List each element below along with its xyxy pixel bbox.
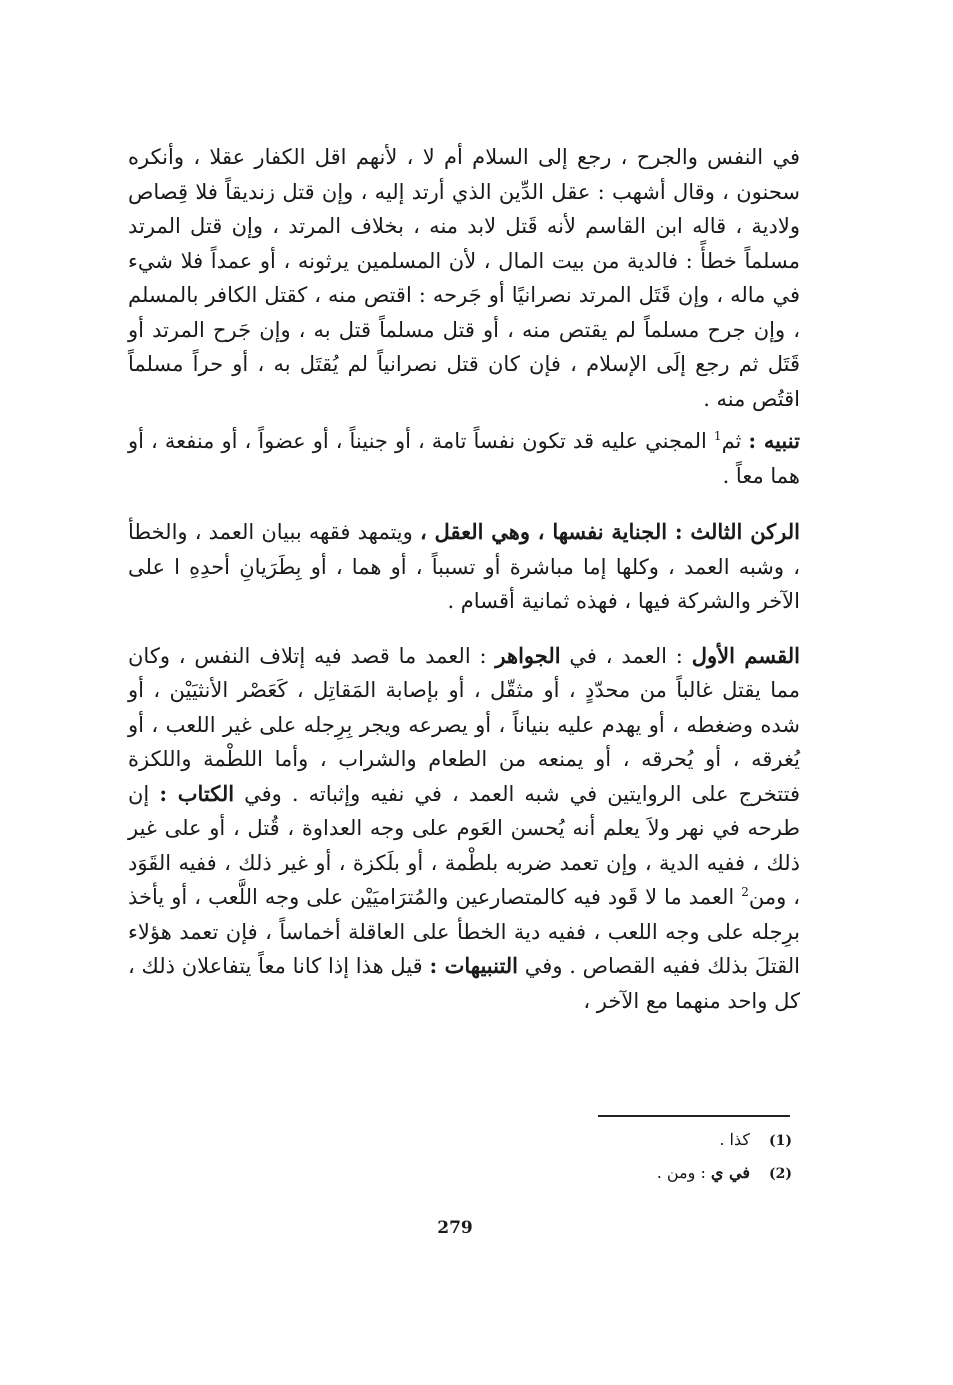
paragraph-text: في النفس والجرح ، رجع إلى السلام أم لا ، لأنهم اقل الكفار عقلا ، وأنكره سحنون ، وقال أشهب : عقل الدِّين الذي أرتد إليه ، وإن قتل زنديقاً فلا قِصاص ولادية ، قاله ابن القاسم لأنه قَتل لابد منه ، بخلاف المرتد ، وإن قتل المرتد مسلماً خطأً : فالدية من بيت المال ، لأن المسلمين يرثونه ، أو عمداً فلا شيء في ماله ، وإن قَتَل المرتد نصرانيًا أو جَرحه : اقتص منه ، كقتل الكافر بالمسلم ، وإن جرح مسلماً لم يقتص منه ، أو قتل مسلماً قتل به ، وإن جَرح المرتد أو قَتَل ثم رجع إلَى الإسلام ، فإن كان قتل نصرانياً لم يُقتَل به ، أو حراً مسلماً اقتُص منه . — [128, 145, 800, 411]
paragraph-label: تنبيه : — [748, 428, 800, 453]
section-heading: الركن الثالث : الجناية نفسها ، وهي العقل ، — [419, 519, 800, 544]
paragraph-text: : العمد ما قصد فيه إتلاف النفس ، وكان مما يقتل غالباً من محدّدٍ ، أو مثقّل ، أو بإصابة المَقاتِل ، كَعَصْر الأنثيَيْن ، أو شده وضغطه ، أو يهدم عليه بنياناً ، أو يصرعه ويجر بِرِجله على غير اللعب ، أو يُغرقه ، أو يُحرقه ، أو يمنعه من الطعام والشراب ، وأما اللطْمة واللكزة فتتخرج على الروايتين في شبه العمد ، في نفيه وإثباته . وفي — [128, 643, 800, 806]
footnote — [560, 1157, 792, 1190]
paragraph-text: ويتمهد فقهه ببيان العمد ، والخطأ ، وشبه العمد ، وكلها إما مباشرة أو تسبباً ، أو هما ، أو بِطَرَيانِ أحدِهِ ا على الآخر والشركة فيها ، فهذه ثمانية أقسام . — [128, 520, 800, 613]
footnote-number: (1) — [769, 1133, 792, 1149]
footnote-ref: 2 — [741, 885, 749, 899]
paragraph-text: قيل هذا إذا كانا معاً يتفاعلان ذلك ، كل واحد منهما مع الآخر ، — [128, 954, 800, 1013]
footnote — [560, 1124, 792, 1157]
footnote-text: كذا . — [719, 1130, 750, 1149]
footnote-number: (2) — [769, 1166, 792, 1182]
footnotes — [560, 1124, 792, 1190]
footnote-divider — [598, 1115, 790, 1117]
paragraph-text: العمد ما لا قَود فيه كالمتصارعين والمُترَاميَيْن على وجه اللَّعب ، أو يأخذ برِجله على وجه اللعب ، ففيه دية الخطأ على العاقلة أخماساً ، فإن تعمد هؤلاء القتلَ بذلك ففيه القصاص . وفي — [128, 885, 800, 978]
paragraph-text: المجني عليه قد تكون نفساً تامة ، أو جنيناً ، أو عضواً ، أو منفعة ، أو هما معاً . — [128, 429, 800, 488]
paragraph-text: : العمد ، في — [569, 643, 683, 668]
source-name: التنبيهات : — [429, 953, 519, 978]
footnote-ref: 1 — [713, 429, 722, 443]
paragraph-text: إن طرحه في نهر ولاَ يعلم أنه يُحسن العَوم على وجه العداوة ، قُتل ، أو على غير ذلك ، ففيه الدية ، وإن تعمد ضربه بلطْمة ، أو بلَكزة ، أو غير ذلك ، ففيه القَوَد ، ومن — [128, 781, 800, 909]
paragraph-rukn — [128, 515, 800, 619]
page-number: 279 — [437, 1218, 473, 1238]
footnote-source: في ي — [710, 1163, 750, 1182]
paragraph-qism — [128, 639, 800, 1019]
main-text — [128, 140, 800, 1018]
source-name: الجواهر — [495, 642, 561, 668]
paragraph — [128, 140, 800, 416]
section-heading: القسم الأول — [691, 642, 800, 668]
paragraph-text: ثم — [721, 429, 742, 453]
source-name: الكتاب : — [159, 780, 235, 806]
paragraph-tanbih — [128, 424, 800, 493]
footnote-text: : ومن . — [656, 1163, 706, 1182]
